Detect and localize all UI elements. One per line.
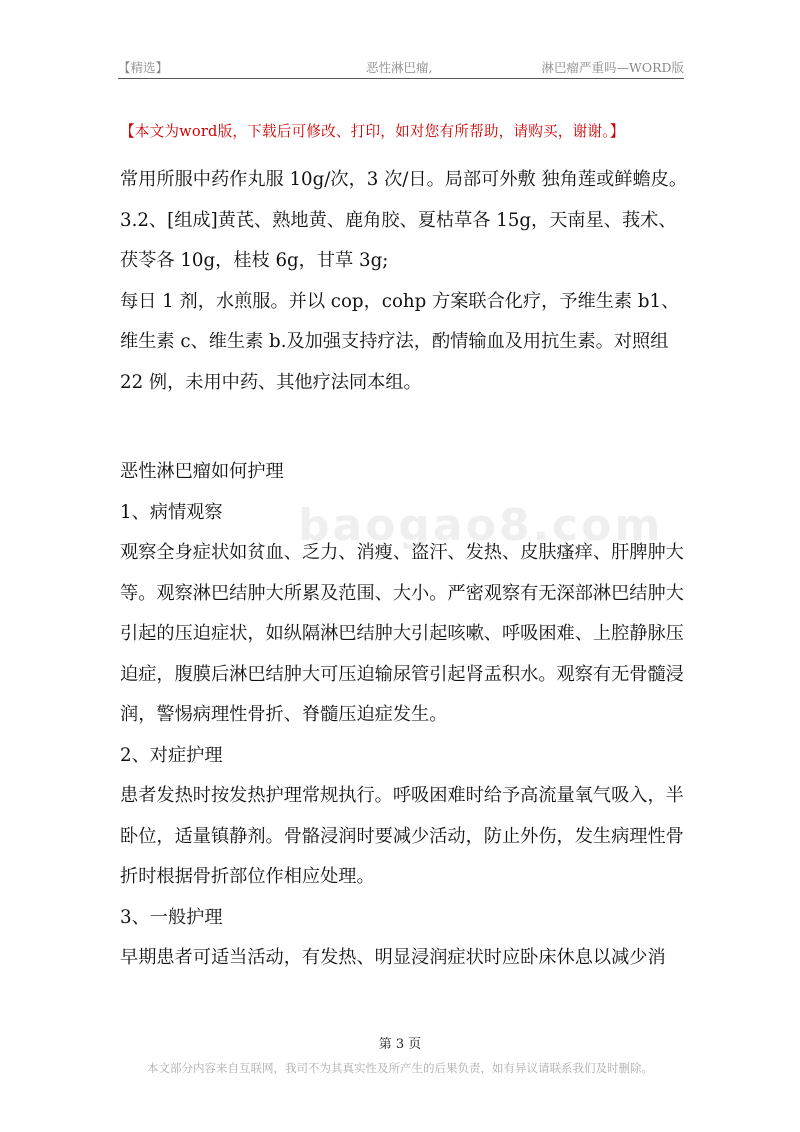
article-block xyxy=(120,452,692,979)
section-heading-3: 3、一般护理 xyxy=(120,906,223,928)
section-heading-2: 2、对症护理 xyxy=(120,744,223,766)
section-text-3: 早期患者可适当活动，有发热、明显浸润症状时应卧床休息以减少消 xyxy=(120,947,666,968)
watermark: baogao8.com xyxy=(298,500,664,551)
intro-paragraph-2: 3.2、[组成]黄芪、熟地黄、鹿角胶、夏枯草各 15g，天南星、莪术、茯苓各 10g，桂枝 6g，甘草 3g; xyxy=(120,209,677,271)
header-middle-text: 恶性淋巴瘤, xyxy=(366,60,433,75)
section-text-2: 患者发热时按发热护理常规执行。呼吸困难时给予高流量氧气吸入，半卧位，适量镇静剂。骨骼浸润时要减少活动，防止外伤，发生病理性骨折时根据骨折部位作相应处理。 xyxy=(120,785,684,887)
section-text-1: 观察全身症状如贫血、乏力、消瘦、盗汗、发热、皮肤瘙痒、肝脾肿大等。观察淋巴结肿大所累及范围、大小。严密观察有无深部淋巴结肿大引起的压迫症状，如纵隔淋巴结肿大引起咳嗽、呼吸困难、上腔静脉压迫症，腹膜后淋巴结肿大可压迫输尿管引起肾盂积水。观察有无骨髓浸润，警惕病理性骨折、脊髓压迫症发生。 xyxy=(120,542,684,725)
intro-line-1: 常用所服中药作丸服 10g/次，3 次/日。局部可外敷 独角莲或鲜蟾皮。 xyxy=(120,169,688,190)
header-right-text: 淋巴瘤严重吗—WORD版 xyxy=(541,60,684,75)
footer-disclaimer: 本文部分内容来自互联网，我司不为其真实性及所产生的后果负责，如有异议请联系我们及时删除。 xyxy=(147,1061,653,1075)
article-title: 恶性淋巴瘤如何护理 xyxy=(120,461,284,482)
page-header xyxy=(118,56,684,79)
header-left-text: 【精选】 xyxy=(118,60,169,75)
intro-paragraph-3: 每日 1 剂，水煎服。并以 cop，cohp 方案联合化疗，予维生素 b1、维生素 c、维生素 b.及加强支持疗法，酌情输血及用抗生素。对照组 22 例，未用中药、其他疗法同本组。 xyxy=(120,290,680,393)
page-number: 第 3 页 xyxy=(378,1037,422,1052)
section-heading-1: 1、病情观察 xyxy=(120,501,223,523)
intro-block xyxy=(120,160,692,403)
red-notice: 【本文为word版，下载后可修改、打印，如对您有所帮助，请购买，谢谢。】 xyxy=(120,123,625,140)
